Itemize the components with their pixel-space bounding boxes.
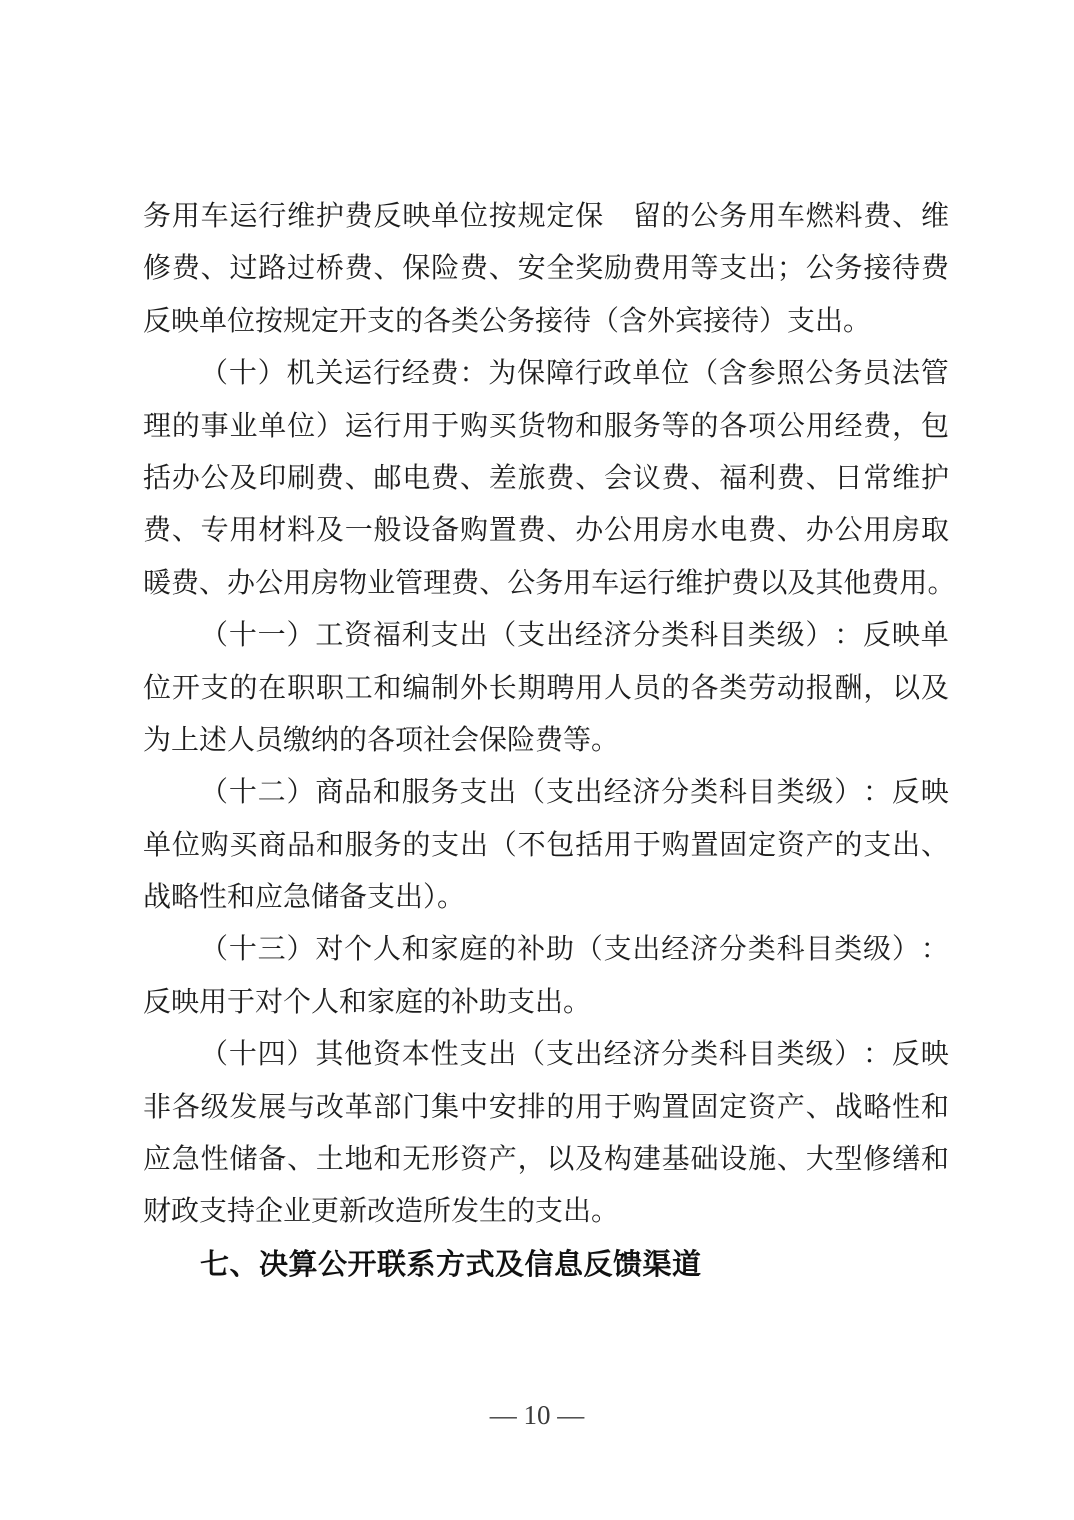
text-line: 位 开 支 的 在 职 职 工 和 编 制 外 长 期 聘 用 人 员 的 各 类 劳 动 报 酬 ， 以 及 — [143, 672, 949, 704]
text-line: 理 的 事 业 单 位 ） 运 行 用 于 购 买 货 物 和 服 务 等 的 各 项 公 用 经 费 ， 包 — [143, 410, 949, 442]
text-line: 暖 费 、 办 公 用 房 物 业 管 理 费 、 公 务 用 车 运 行 维 护 费 以 及 其 他 费 用 。 — [143, 567, 956, 599]
text-line: 非 各 级 发 展 与 改 革 部 门 集 中 安 排 的 用 于 购 置 固 定 资 产 、 战 略 性 和 — [143, 1091, 949, 1123]
section-heading: 七、决算公开联系方式及信息反馈渠道 — [200, 1248, 702, 1281]
text-line: （ 十 二 ） 商 品 和 服 务 支 出 （ 支 出 经 济 分 类 科 目 类 级 ） ： 反 映 — [200, 777, 949, 809]
text-line: 为上述人员缴纳的各项社会保险费等。 — [143, 724, 620, 756]
text-line: 反映单位按规定开支的各类公务接待（含外宾接待）支出。 — [143, 305, 872, 337]
page-number: — 10 — — [489, 1400, 585, 1430]
text-line: 修 费 、 过 路 过 桥 费 、 保 险 费 、 安 全 奖 励 费 用 等 支 出 ； 公 务 接 待 费 — [143, 253, 949, 285]
text-line: 反映用于对个人和家庭的补助支出。 — [143, 986, 592, 1018]
text-line: 费 、 专 用 材 料 及 一 般 设 备 购 置 费 、 办 公 用 房 水 电 费 、 办 公 用 房 取 — [143, 515, 949, 547]
text-line: 单 位 购 买 商 品 和 服 务 的 支 出 （ 不 包 括 用 于 购 置 固 定 资 产 的 支 出 、 — [143, 829, 949, 861]
text-line: 括 办 公 及 印 刷 费 、 邮 电 费 、 差 旅 费 、 会 议 费 、 福 利 费 、 日 常 维 护 — [143, 462, 949, 494]
text-line: （ 十 四 ） 其 他 资 本 性 支 出 （ 支 出 经 济 分 类 科 目 类 级 ） ： 反 映 — [200, 1039, 949, 1071]
text-line: （ 十 一 ） 工 资 福 利 支 出 （ 支 出 经 济 分 类 科 目 类 级 ） ： 反 映 单 — [200, 620, 949, 652]
text-line: 财政支持企业更新改造所发生的支出。 — [143, 1196, 620, 1228]
text-line: （ 十 三 ） 对 个 人 和 家 庭 的 补 助 （ 支 出 经 济 分 类 科 目 类 级 ） ： — [200, 934, 949, 966]
text-line: （ 十 ） 机 关 运 行 经 费 ： 为 保 障 行 政 单 位 （ 含 参 照 公 务 员 法 管 — [200, 358, 949, 390]
text-line: 务 用 车 运 行 维 护 费 反 映 单 位 按 规 定 保 留 的 公 务 用 车 燃 料 费 、 维 — [143, 201, 949, 232]
text-line: 应 急 性 储 备 、 土 地 和 无 形 资 产 ， 以 及 构 建 基 础 设 施 、 大 型 修 缮 和 — [143, 1144, 949, 1176]
text-line: 战略性和应急储备支出）。 — [143, 882, 466, 914]
body-text-block — [143, 191, 956, 1291]
